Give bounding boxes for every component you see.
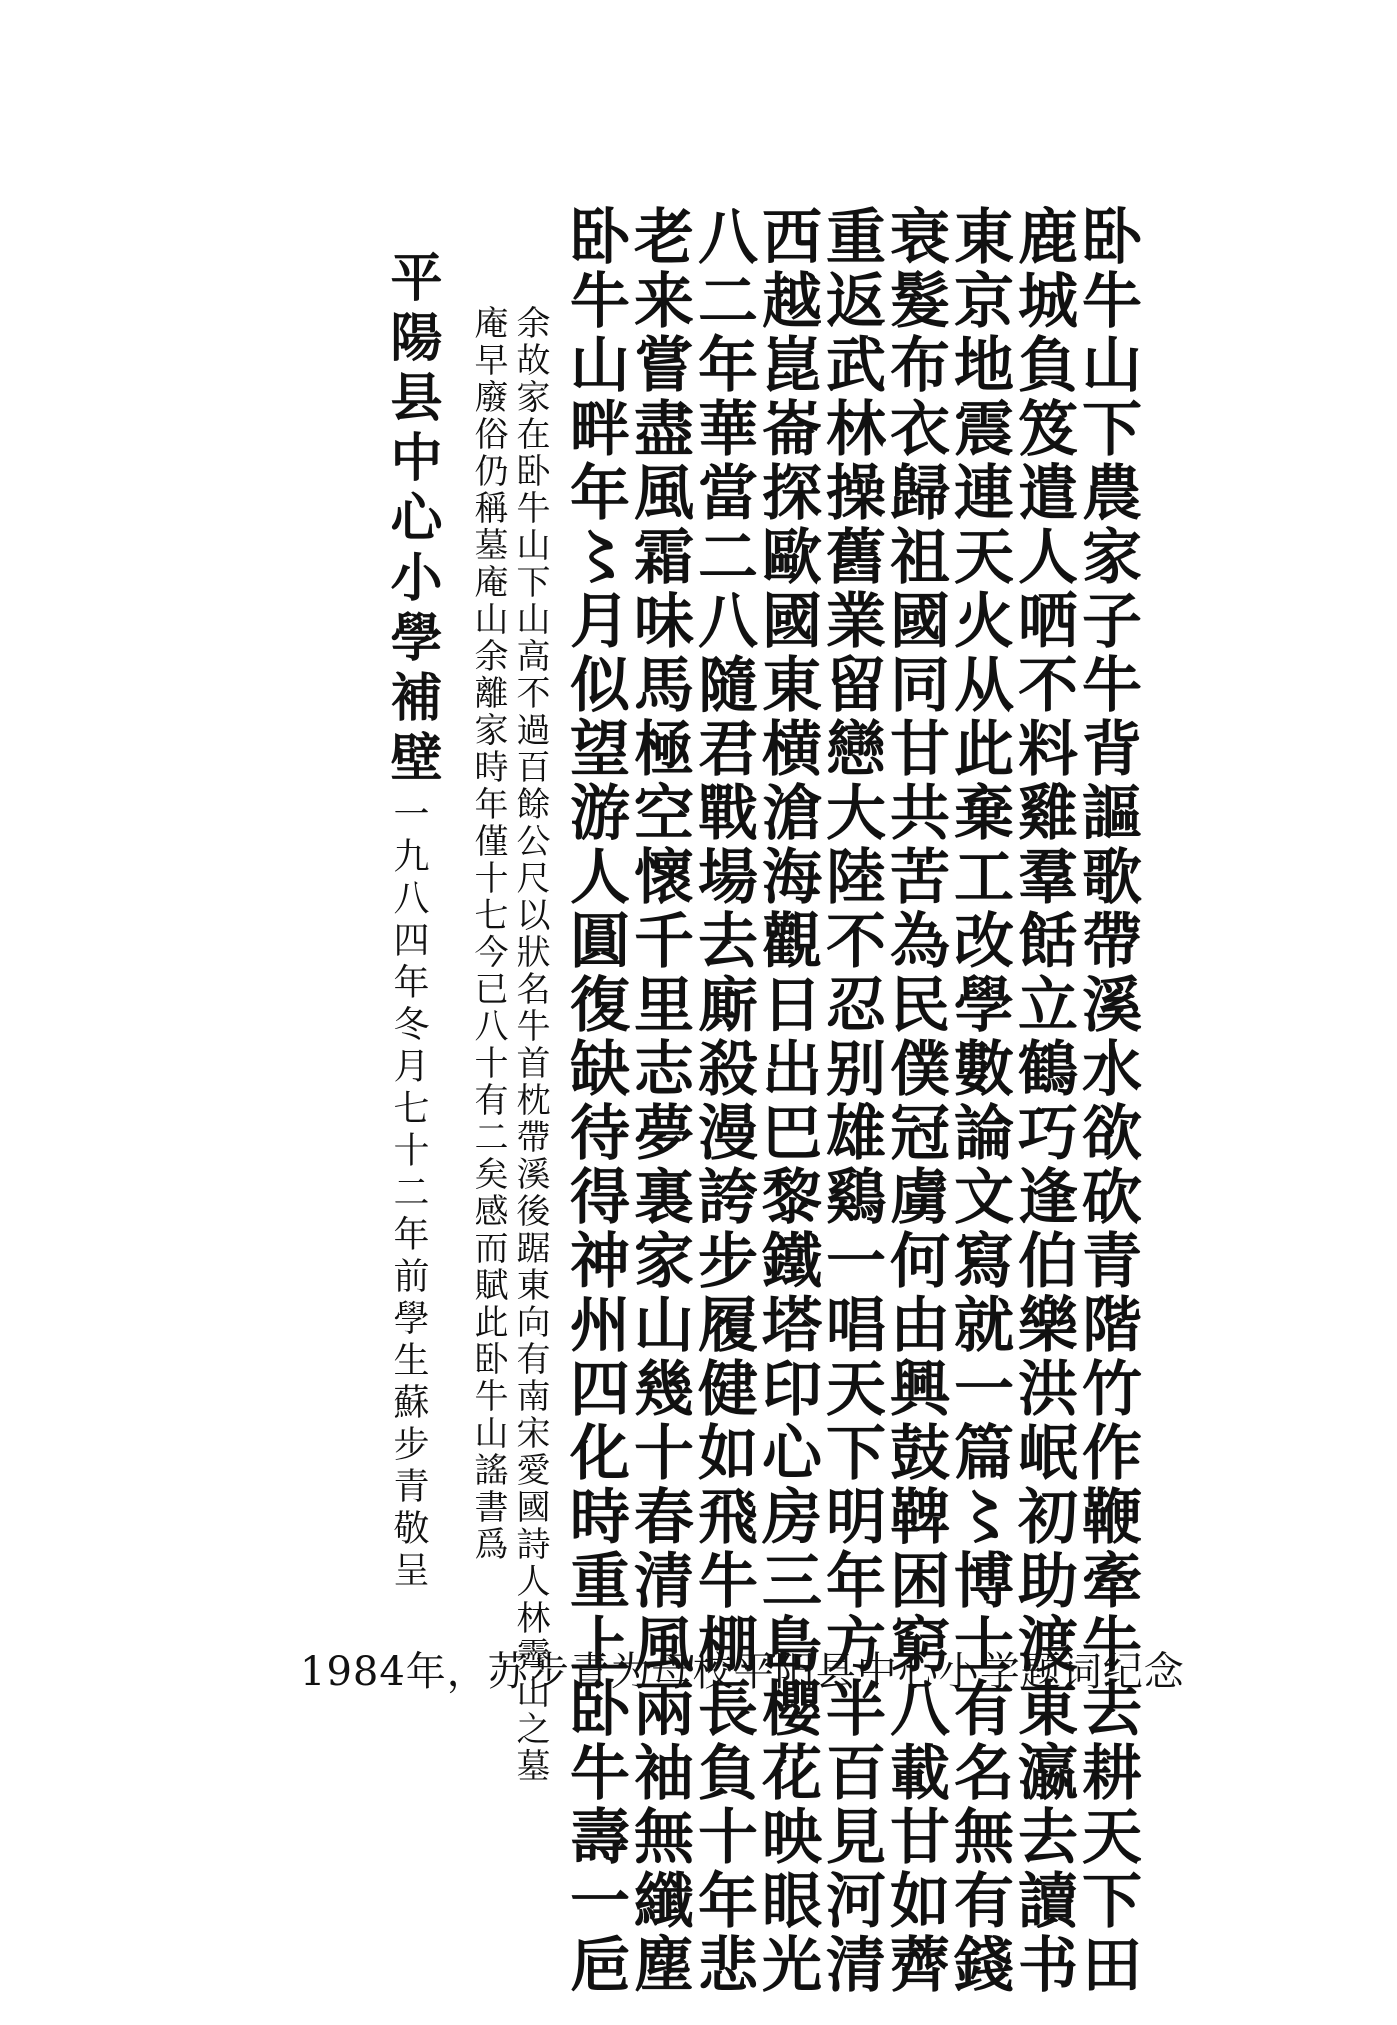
poem-line-7: 八二年華當二八隨君戰場去廝殺漫誇步履健如飛牛棚長負十年悲 [688, 205, 758, 1997]
poem-line-6: 西越崑崙探歐國東横滄海觀日出巴黎鐵塔印心房三島櫻花映眼光 [752, 205, 822, 1997]
poem-line-3: 東京地震連天火从此棄工改學數論文寫就一篇〻博士有名無有錢 [944, 205, 1014, 1997]
photo-caption: 1984年，苏步青为母校平阳县中心小学题词纪念 [300, 1649, 1185, 1695]
inscription-title: 平陽县中心小學補壁 [381, 250, 442, 790]
poem-note-line-1: 余故家在卧牛山下山高不過百餘公尺以狀名牛首枕帶溪後踞東向有南宋愛國詩人林霽山之墓 [510, 305, 550, 1785]
calligraphy-inscription [265, 205, 1145, 1997]
poem-line-8: 老来嘗盡風霜味馬極空懷千里志夢裏家山幾十春清風兩袖無纖塵 [624, 205, 694, 1997]
poem-line-1: 卧牛山下農家子牛背謳歌帶溪水欲砍青階竹作鞭牽牛去耕天下田 [1072, 205, 1142, 1997]
poem-note-line-2: 庵早廢俗仍稱墓庵山余離家時年僅十七今已八十有二矣感而賦此卧牛山謠書爲 [468, 305, 508, 1563]
poem-line-4: 衰髮布衣歸祖國同甘共苦為民僕冠虜何由興鼓鞞困窮八載甘如薺 [880, 205, 950, 1997]
inscription-signature: 一九八四年冬月七十二年前學生蘇步青敬呈 [388, 795, 429, 1593]
poem-line-5: 重返武林操舊業留戀大陸不忍别雄鷄一唱天下明年方半百見河清 [816, 205, 886, 1997]
poem-line-2: 鹿城負笈遣人哂不料雞羣餂立鶴巧逢伯樂洪岷初助渡東瀛去讀书 [1008, 205, 1078, 1997]
poem-line-9: 卧牛山畔年〻月似望游人圓復缺待得神州四化時重上卧牛壽一巵 [560, 205, 630, 1997]
